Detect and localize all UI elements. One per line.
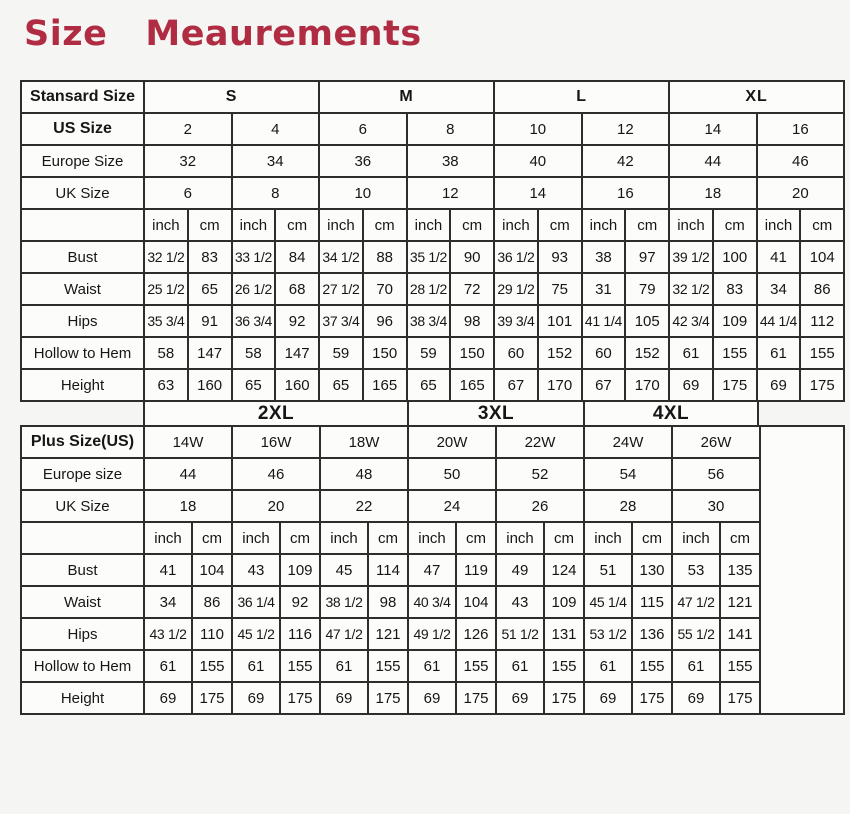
plus-group-header-2xl: 2XL xyxy=(143,402,407,425)
unit-header: inch xyxy=(757,209,801,241)
measure-cell: 26 1/2 xyxy=(232,273,276,305)
measure-cell: 155 xyxy=(632,650,672,682)
size-cell: 14 xyxy=(494,177,582,209)
unit-header: inch xyxy=(320,522,368,554)
measure-row xyxy=(21,337,844,369)
row-label: Hips xyxy=(21,618,144,650)
measure-cell: 104 xyxy=(800,241,844,273)
size-cell: 32 xyxy=(144,145,232,177)
measure-cell: 69 xyxy=(672,682,720,714)
size-cell: 20 xyxy=(232,490,320,522)
size-cell: 8 xyxy=(232,177,320,209)
unit-header: cm xyxy=(632,522,672,554)
measure-cell: 43 xyxy=(496,586,544,618)
measure-cell: 165 xyxy=(363,369,407,401)
measure-cell: 39 3/4 xyxy=(494,305,538,337)
size-cell: 36 xyxy=(319,145,407,177)
measure-cell: 61 xyxy=(408,650,456,682)
measure-cell: 49 xyxy=(496,554,544,586)
measure-cell: 34 1/2 xyxy=(319,241,363,273)
measure-cell: 101 xyxy=(538,305,582,337)
measure-cell: 34 xyxy=(144,586,192,618)
measure-cell: 61 xyxy=(757,337,801,369)
measure-row xyxy=(21,682,844,714)
measure-cell: 91 xyxy=(188,305,232,337)
measure-cell: 27 1/2 xyxy=(319,273,363,305)
plus-size-row xyxy=(21,458,844,490)
measure-cell: 47 1/2 xyxy=(320,618,368,650)
measure-cell: 41 xyxy=(144,554,192,586)
size-cell: 22W xyxy=(496,426,584,458)
size-cell: 44 xyxy=(669,145,757,177)
measure-cell: 100 xyxy=(713,241,757,273)
row-label: Bust xyxy=(21,241,144,273)
measure-cell: 69 xyxy=(408,682,456,714)
unit-header: inch xyxy=(669,209,713,241)
measure-cell: 59 xyxy=(319,337,363,369)
measure-cell: 121 xyxy=(720,586,760,618)
measure-cell: 155 xyxy=(192,650,232,682)
unit-header: inch xyxy=(144,209,188,241)
row-label: Hollow to Hem xyxy=(21,337,144,369)
measure-cell: 61 xyxy=(144,650,192,682)
size-cell: 42 xyxy=(582,145,670,177)
unit-header-row xyxy=(21,209,844,241)
measure-cell: 114 xyxy=(368,554,408,586)
measure-cell: 44 1/4 xyxy=(757,305,801,337)
size-cell: 44 xyxy=(144,458,232,490)
measure-cell: 34 xyxy=(757,273,801,305)
unit-row-corner xyxy=(21,209,144,241)
measure-cell: 109 xyxy=(544,586,584,618)
measure-row xyxy=(21,618,844,650)
size-cell: 48 xyxy=(320,458,408,490)
unit-header: inch xyxy=(319,209,363,241)
measure-cell: 51 xyxy=(584,554,632,586)
measure-cell: 175 xyxy=(713,369,757,401)
unit-header: cm xyxy=(192,522,232,554)
size-cell: 18W xyxy=(320,426,408,458)
measure-cell: 58 xyxy=(232,337,276,369)
measure-cell: 98 xyxy=(450,305,494,337)
measure-cell: 98 xyxy=(368,586,408,618)
measure-cell: 92 xyxy=(275,305,319,337)
measure-cell: 83 xyxy=(188,241,232,273)
measure-cell: 93 xyxy=(538,241,582,273)
size-cell: 56 xyxy=(672,458,760,490)
size-cell: 16W xyxy=(232,426,320,458)
measure-cell: 63 xyxy=(144,369,188,401)
measure-cell: 69 xyxy=(320,682,368,714)
measure-cell: 147 xyxy=(188,337,232,369)
measure-cell: 126 xyxy=(456,618,496,650)
measure-cell: 175 xyxy=(192,682,232,714)
unit-header: inch xyxy=(232,522,280,554)
measure-cell: 61 xyxy=(669,337,713,369)
size-chart xyxy=(20,80,843,715)
measure-cell: 61 xyxy=(496,650,544,682)
measure-cell: 49 1/2 xyxy=(408,618,456,650)
row-label: US Size xyxy=(21,113,144,145)
measure-cell: 35 1/2 xyxy=(407,241,451,273)
measure-row xyxy=(21,586,844,618)
measure-cell: 38 xyxy=(582,241,626,273)
measure-cell: 69 xyxy=(757,369,801,401)
measure-cell: 55 1/2 xyxy=(672,618,720,650)
measure-cell: 69 xyxy=(496,682,544,714)
measure-cell: 97 xyxy=(625,241,669,273)
standard-corner-label: Stansard Size xyxy=(21,81,144,113)
measure-cell: 175 xyxy=(456,682,496,714)
standard-size-table xyxy=(20,80,845,402)
row-label: Waist xyxy=(21,273,144,305)
measure-cell: 155 xyxy=(368,650,408,682)
measure-cell: 47 xyxy=(408,554,456,586)
size-cell: 2 xyxy=(144,113,232,145)
measure-cell: 67 xyxy=(494,369,538,401)
measure-cell: 42 3/4 xyxy=(669,305,713,337)
measure-cell: 152 xyxy=(538,337,582,369)
measure-cell: 155 xyxy=(800,337,844,369)
measure-cell: 175 xyxy=(368,682,408,714)
measure-cell: 131 xyxy=(544,618,584,650)
measure-cell: 72 xyxy=(450,273,494,305)
measure-cell: 69 xyxy=(669,369,713,401)
row-label: UK Size xyxy=(21,490,144,522)
measure-cell: 65 xyxy=(407,369,451,401)
measure-cell: 83 xyxy=(713,273,757,305)
measure-cell: 45 1/2 xyxy=(232,618,280,650)
measure-cell: 68 xyxy=(275,273,319,305)
unit-header: cm xyxy=(713,209,757,241)
unit-header: inch xyxy=(408,522,456,554)
measure-cell: 61 xyxy=(320,650,368,682)
size-cell: 14W xyxy=(144,426,232,458)
size-cell: 22 xyxy=(320,490,408,522)
plus-size-row xyxy=(21,490,844,522)
measure-cell: 53 xyxy=(672,554,720,586)
measure-cell: 136 xyxy=(632,618,672,650)
measure-cell: 32 1/2 xyxy=(144,241,188,273)
measure-cell: 175 xyxy=(632,682,672,714)
measure-cell: 36 1/2 xyxy=(494,241,538,273)
measure-cell: 67 xyxy=(582,369,626,401)
row-label: Plus Size(US) xyxy=(21,426,144,458)
measure-row xyxy=(21,305,844,337)
size-cell: 20W xyxy=(408,426,496,458)
measure-cell: 35 3/4 xyxy=(144,305,188,337)
plus-table-empty-cell xyxy=(760,426,844,714)
measure-cell: 92 xyxy=(280,586,320,618)
measure-cell: 39 1/2 xyxy=(669,241,713,273)
unit-header: cm xyxy=(800,209,844,241)
measure-cell: 25 1/2 xyxy=(144,273,188,305)
unit-header: inch xyxy=(494,209,538,241)
measure-cell: 124 xyxy=(544,554,584,586)
size-cell: 46 xyxy=(757,145,845,177)
group-header-s: S xyxy=(144,81,319,113)
measure-cell: 43 xyxy=(232,554,280,586)
size-row xyxy=(21,113,844,145)
unit-header: inch xyxy=(144,522,192,554)
measure-cell: 65 xyxy=(188,273,232,305)
unit-header: inch xyxy=(584,522,632,554)
unit-header: cm xyxy=(544,522,584,554)
measure-cell: 36 3/4 xyxy=(232,305,276,337)
unit-header: cm xyxy=(280,522,320,554)
unit-header: inch xyxy=(407,209,451,241)
size-cell: 34 xyxy=(232,145,320,177)
row-label: Waist xyxy=(21,586,144,618)
measure-cell: 75 xyxy=(538,273,582,305)
plus-group-header-4xl: 4XL xyxy=(583,402,759,425)
unit-header: cm xyxy=(538,209,582,241)
measure-cell: 119 xyxy=(456,554,496,586)
measure-cell: 69 xyxy=(232,682,280,714)
size-cell: 18 xyxy=(144,490,232,522)
size-cell: 20 xyxy=(757,177,845,209)
size-cell: 16 xyxy=(582,177,670,209)
measure-cell: 155 xyxy=(713,337,757,369)
group-header-m: M xyxy=(319,81,494,113)
measure-cell: 150 xyxy=(450,337,494,369)
measure-cell: 175 xyxy=(800,369,844,401)
size-row xyxy=(21,177,844,209)
measure-cell: 47 1/2 xyxy=(672,586,720,618)
size-cell: 12 xyxy=(582,113,670,145)
size-cell: 40 xyxy=(494,145,582,177)
unit-header: inch xyxy=(582,209,626,241)
size-cell: 54 xyxy=(584,458,672,490)
unit-header: cm xyxy=(720,522,760,554)
row-label: Hollow to Hem xyxy=(21,650,144,682)
group-header-l: L xyxy=(494,81,669,113)
measure-cell: 86 xyxy=(192,586,232,618)
measure-cell: 86 xyxy=(800,273,844,305)
size-cell: 14 xyxy=(669,113,757,145)
measure-cell: 40 3/4 xyxy=(408,586,456,618)
size-cell: 16 xyxy=(757,113,845,145)
measure-cell: 84 xyxy=(275,241,319,273)
measure-cell: 109 xyxy=(280,554,320,586)
size-cell: 26 xyxy=(496,490,584,522)
measure-cell: 130 xyxy=(632,554,672,586)
size-cell: 10 xyxy=(494,113,582,145)
measure-cell: 155 xyxy=(544,650,584,682)
measure-cell: 51 1/2 xyxy=(496,618,544,650)
measure-cell: 65 xyxy=(319,369,363,401)
unit-header: cm xyxy=(368,522,408,554)
measure-cell: 96 xyxy=(363,305,407,337)
measure-cell: 37 3/4 xyxy=(319,305,363,337)
measure-cell: 61 xyxy=(672,650,720,682)
size-cell: 30 xyxy=(672,490,760,522)
measure-cell: 60 xyxy=(582,337,626,369)
group-header-xl: XL xyxy=(669,81,844,113)
measure-cell: 69 xyxy=(584,682,632,714)
plus-size-row xyxy=(21,426,844,458)
row-label: Europe Size xyxy=(21,145,144,177)
page-title: Size Meaurements xyxy=(24,14,422,54)
measure-cell: 32 1/2 xyxy=(669,273,713,305)
size-cell: 6 xyxy=(319,113,407,145)
size-cell: 50 xyxy=(408,458,496,490)
row-label: Bust xyxy=(21,554,144,586)
measure-cell: 69 xyxy=(144,682,192,714)
plus-group-header-3xl: 3XL xyxy=(407,402,583,425)
size-cell: 8 xyxy=(407,113,495,145)
measure-cell: 121 xyxy=(368,618,408,650)
measure-cell: 105 xyxy=(625,305,669,337)
measure-cell: 170 xyxy=(625,369,669,401)
row-label: Europe size xyxy=(21,458,144,490)
size-cell: 24 xyxy=(408,490,496,522)
measure-cell: 58 xyxy=(144,337,188,369)
measure-cell: 110 xyxy=(192,618,232,650)
standard-group-header-row xyxy=(21,81,844,113)
unit-header-row xyxy=(21,522,844,554)
measure-cell: 61 xyxy=(584,650,632,682)
size-cell: 28 xyxy=(584,490,672,522)
size-cell: 46 xyxy=(232,458,320,490)
measure-cell: 88 xyxy=(363,241,407,273)
measure-row xyxy=(21,369,844,401)
measure-cell: 70 xyxy=(363,273,407,305)
measure-cell: 135 xyxy=(720,554,760,586)
unit-header: cm xyxy=(450,209,494,241)
measure-cell: 104 xyxy=(192,554,232,586)
measure-cell: 38 1/2 xyxy=(320,586,368,618)
unit-header: cm xyxy=(625,209,669,241)
unit-header: inch xyxy=(672,522,720,554)
size-cell: 10 xyxy=(319,177,407,209)
measure-cell: 155 xyxy=(456,650,496,682)
measure-cell: 79 xyxy=(625,273,669,305)
measure-cell: 116 xyxy=(280,618,320,650)
measure-cell: 53 1/2 xyxy=(584,618,632,650)
measure-cell: 41 xyxy=(757,241,801,273)
measure-cell: 112 xyxy=(800,305,844,337)
measure-row xyxy=(21,554,844,586)
measure-row xyxy=(21,650,844,682)
row-label: Hips xyxy=(21,305,144,337)
measure-cell: 43 1/2 xyxy=(144,618,192,650)
unit-header: cm xyxy=(275,209,319,241)
measure-cell: 28 1/2 xyxy=(407,273,451,305)
measure-cell: 61 xyxy=(232,650,280,682)
measure-cell: 147 xyxy=(275,337,319,369)
measure-cell: 65 xyxy=(232,369,276,401)
measure-cell: 141 xyxy=(720,618,760,650)
measure-row xyxy=(21,241,844,273)
measure-cell: 33 1/2 xyxy=(232,241,276,273)
plus-group-header-row xyxy=(143,402,759,425)
size-cell: 6 xyxy=(144,177,232,209)
size-cell: 26W xyxy=(672,426,760,458)
size-cell: 52 xyxy=(496,458,584,490)
unit-row-corner xyxy=(21,522,144,554)
measure-cell: 38 3/4 xyxy=(407,305,451,337)
measure-cell: 155 xyxy=(280,650,320,682)
measure-cell: 160 xyxy=(275,369,319,401)
size-cell: 12 xyxy=(407,177,495,209)
unit-header: cm xyxy=(188,209,232,241)
measure-cell: 109 xyxy=(713,305,757,337)
plus-size-table xyxy=(20,425,845,715)
measure-cell: 175 xyxy=(720,682,760,714)
measure-cell: 31 xyxy=(582,273,626,305)
measure-cell: 160 xyxy=(188,369,232,401)
measure-cell: 175 xyxy=(544,682,584,714)
measure-cell: 45 1/4 xyxy=(584,586,632,618)
measure-cell: 60 xyxy=(494,337,538,369)
measure-cell: 29 1/2 xyxy=(494,273,538,305)
size-cell: 38 xyxy=(407,145,495,177)
measure-row xyxy=(21,273,844,305)
unit-header: inch xyxy=(232,209,276,241)
unit-header: inch xyxy=(496,522,544,554)
size-cell: 18 xyxy=(669,177,757,209)
size-cell: 4 xyxy=(232,113,320,145)
measure-cell: 150 xyxy=(363,337,407,369)
measure-cell: 36 1/4 xyxy=(232,586,280,618)
measure-cell: 175 xyxy=(280,682,320,714)
measure-cell: 41 1/4 xyxy=(582,305,626,337)
unit-header: cm xyxy=(363,209,407,241)
row-label: Height xyxy=(21,369,144,401)
row-label: UK Size xyxy=(21,177,144,209)
measure-cell: 104 xyxy=(456,586,496,618)
measure-cell: 152 xyxy=(625,337,669,369)
measure-cell: 90 xyxy=(450,241,494,273)
measure-cell: 155 xyxy=(720,650,760,682)
measure-cell: 115 xyxy=(632,586,672,618)
measure-cell: 59 xyxy=(407,337,451,369)
measure-cell: 165 xyxy=(450,369,494,401)
size-cell: 24W xyxy=(584,426,672,458)
unit-header: cm xyxy=(456,522,496,554)
measure-cell: 45 xyxy=(320,554,368,586)
size-row xyxy=(21,145,844,177)
measure-cell: 170 xyxy=(538,369,582,401)
row-label: Height xyxy=(21,682,144,714)
